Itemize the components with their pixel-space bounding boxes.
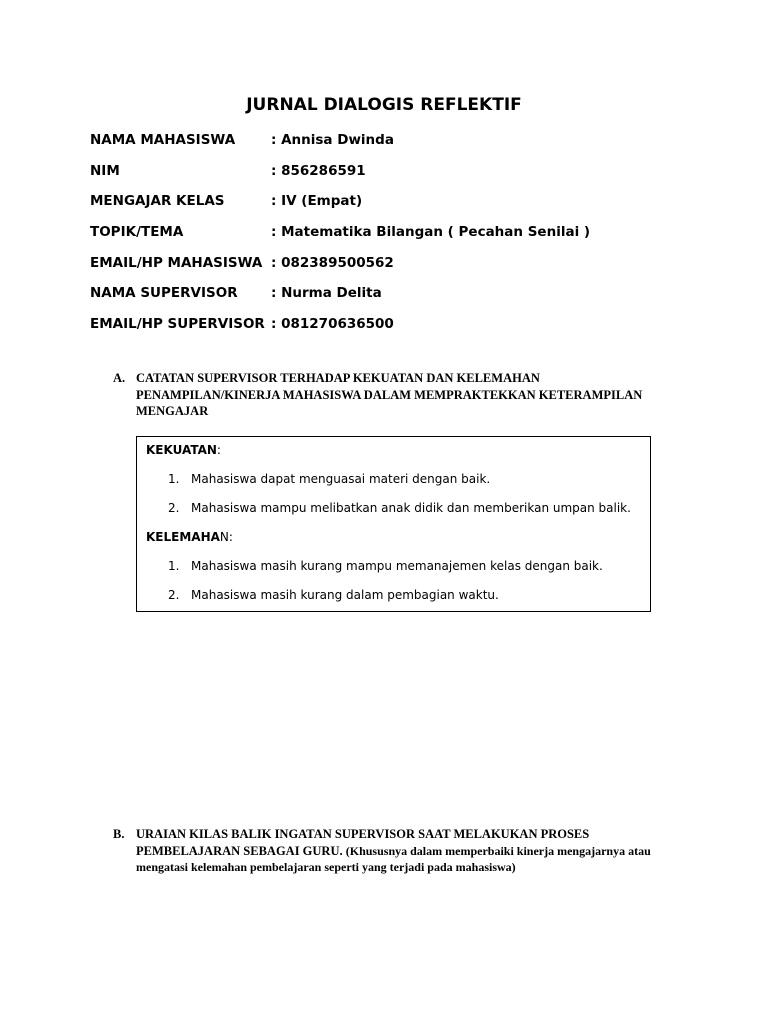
info-value: : Annisa Dwinda [271, 132, 394, 148]
info-value: : IV (Empat) [271, 193, 363, 210]
info-value: : 082389500562 [271, 254, 394, 271]
list-item-text: Mahasiswa masih kurang dalam pembagian waktu. [191, 588, 499, 602]
list-item-text: Mahasiswa dapat menguasai materi dengan baik. [191, 472, 491, 486]
weaknesses-heading-bold: KELEMAHA [146, 530, 220, 544]
section-title-main: URAIAN KILAS BALIK INGATAN SUPERVISOR SAAT MELAKUKAN PROSES PEMBELAJARAN SEBAGAI GURU. [136, 827, 590, 858]
section-letter: A. [113, 371, 126, 385]
section-title [136, 826, 676, 876]
strengths-weaknesses-box [136, 436, 651, 612]
info-label: NAMA SUPERVISOR [90, 285, 238, 302]
section-title: CATATAN SUPERVISOR TERHADAP KEKUATAN DAN KELEMAHAN PENAMPILAN/KINERJA MAHASISWA DALAM MEMPRAKTEKKAN KETERAMPILAN MENGAJAR [136, 371, 643, 418]
section-title-note: (Khususnya dalam memperbaiki kinerja mengajarnya atau mengatasi kelemahan pembelajaran seperti yang terjadi pada mahasiswa) [136, 843, 651, 874]
strengths-heading-colon: : [216, 443, 221, 457]
info-label: TOPIK/TEMA [90, 224, 184, 241]
info-value: : 081270636500 [271, 316, 394, 333]
list-item-text: Mahasiswa masih kurang mampu memanajemen kelas dengan baik. [191, 559, 603, 573]
list-item-number: 2. [168, 588, 180, 602]
list-item-number: 1. [168, 472, 180, 486]
info-value: : Matematika Bilangan ( Pecahan Senilai ) [271, 224, 591, 241]
info-label: EMAIL/HP SUPERVISOR [90, 316, 265, 333]
list-item-number: 2. [168, 501, 180, 515]
weaknesses-heading-rest: N: [219, 530, 233, 544]
info-label: NIM [90, 162, 120, 179]
info-label: MENGAJAR KELAS [90, 193, 225, 210]
strengths-heading-bold: KEKUATAN [146, 443, 217, 457]
info-value: : 856286591 [271, 162, 366, 179]
info-value: : Nurma Delita [271, 285, 382, 302]
section-letter: B. [113, 827, 125, 841]
list-item-number: 1. [168, 559, 180, 573]
info-label: EMAIL/HP MAHASISWA [90, 254, 263, 271]
strengths-heading [146, 443, 221, 457]
info-label: NAMA MAHASISWA [90, 132, 236, 148]
document-title: JURNAL DIALOGIS REFLEKTIF [246, 95, 522, 115]
list-item-text: Mahasiswa mampu melibatkan anak didik dan memberikan umpan balik. [191, 501, 631, 515]
weaknesses-heading [146, 530, 233, 544]
